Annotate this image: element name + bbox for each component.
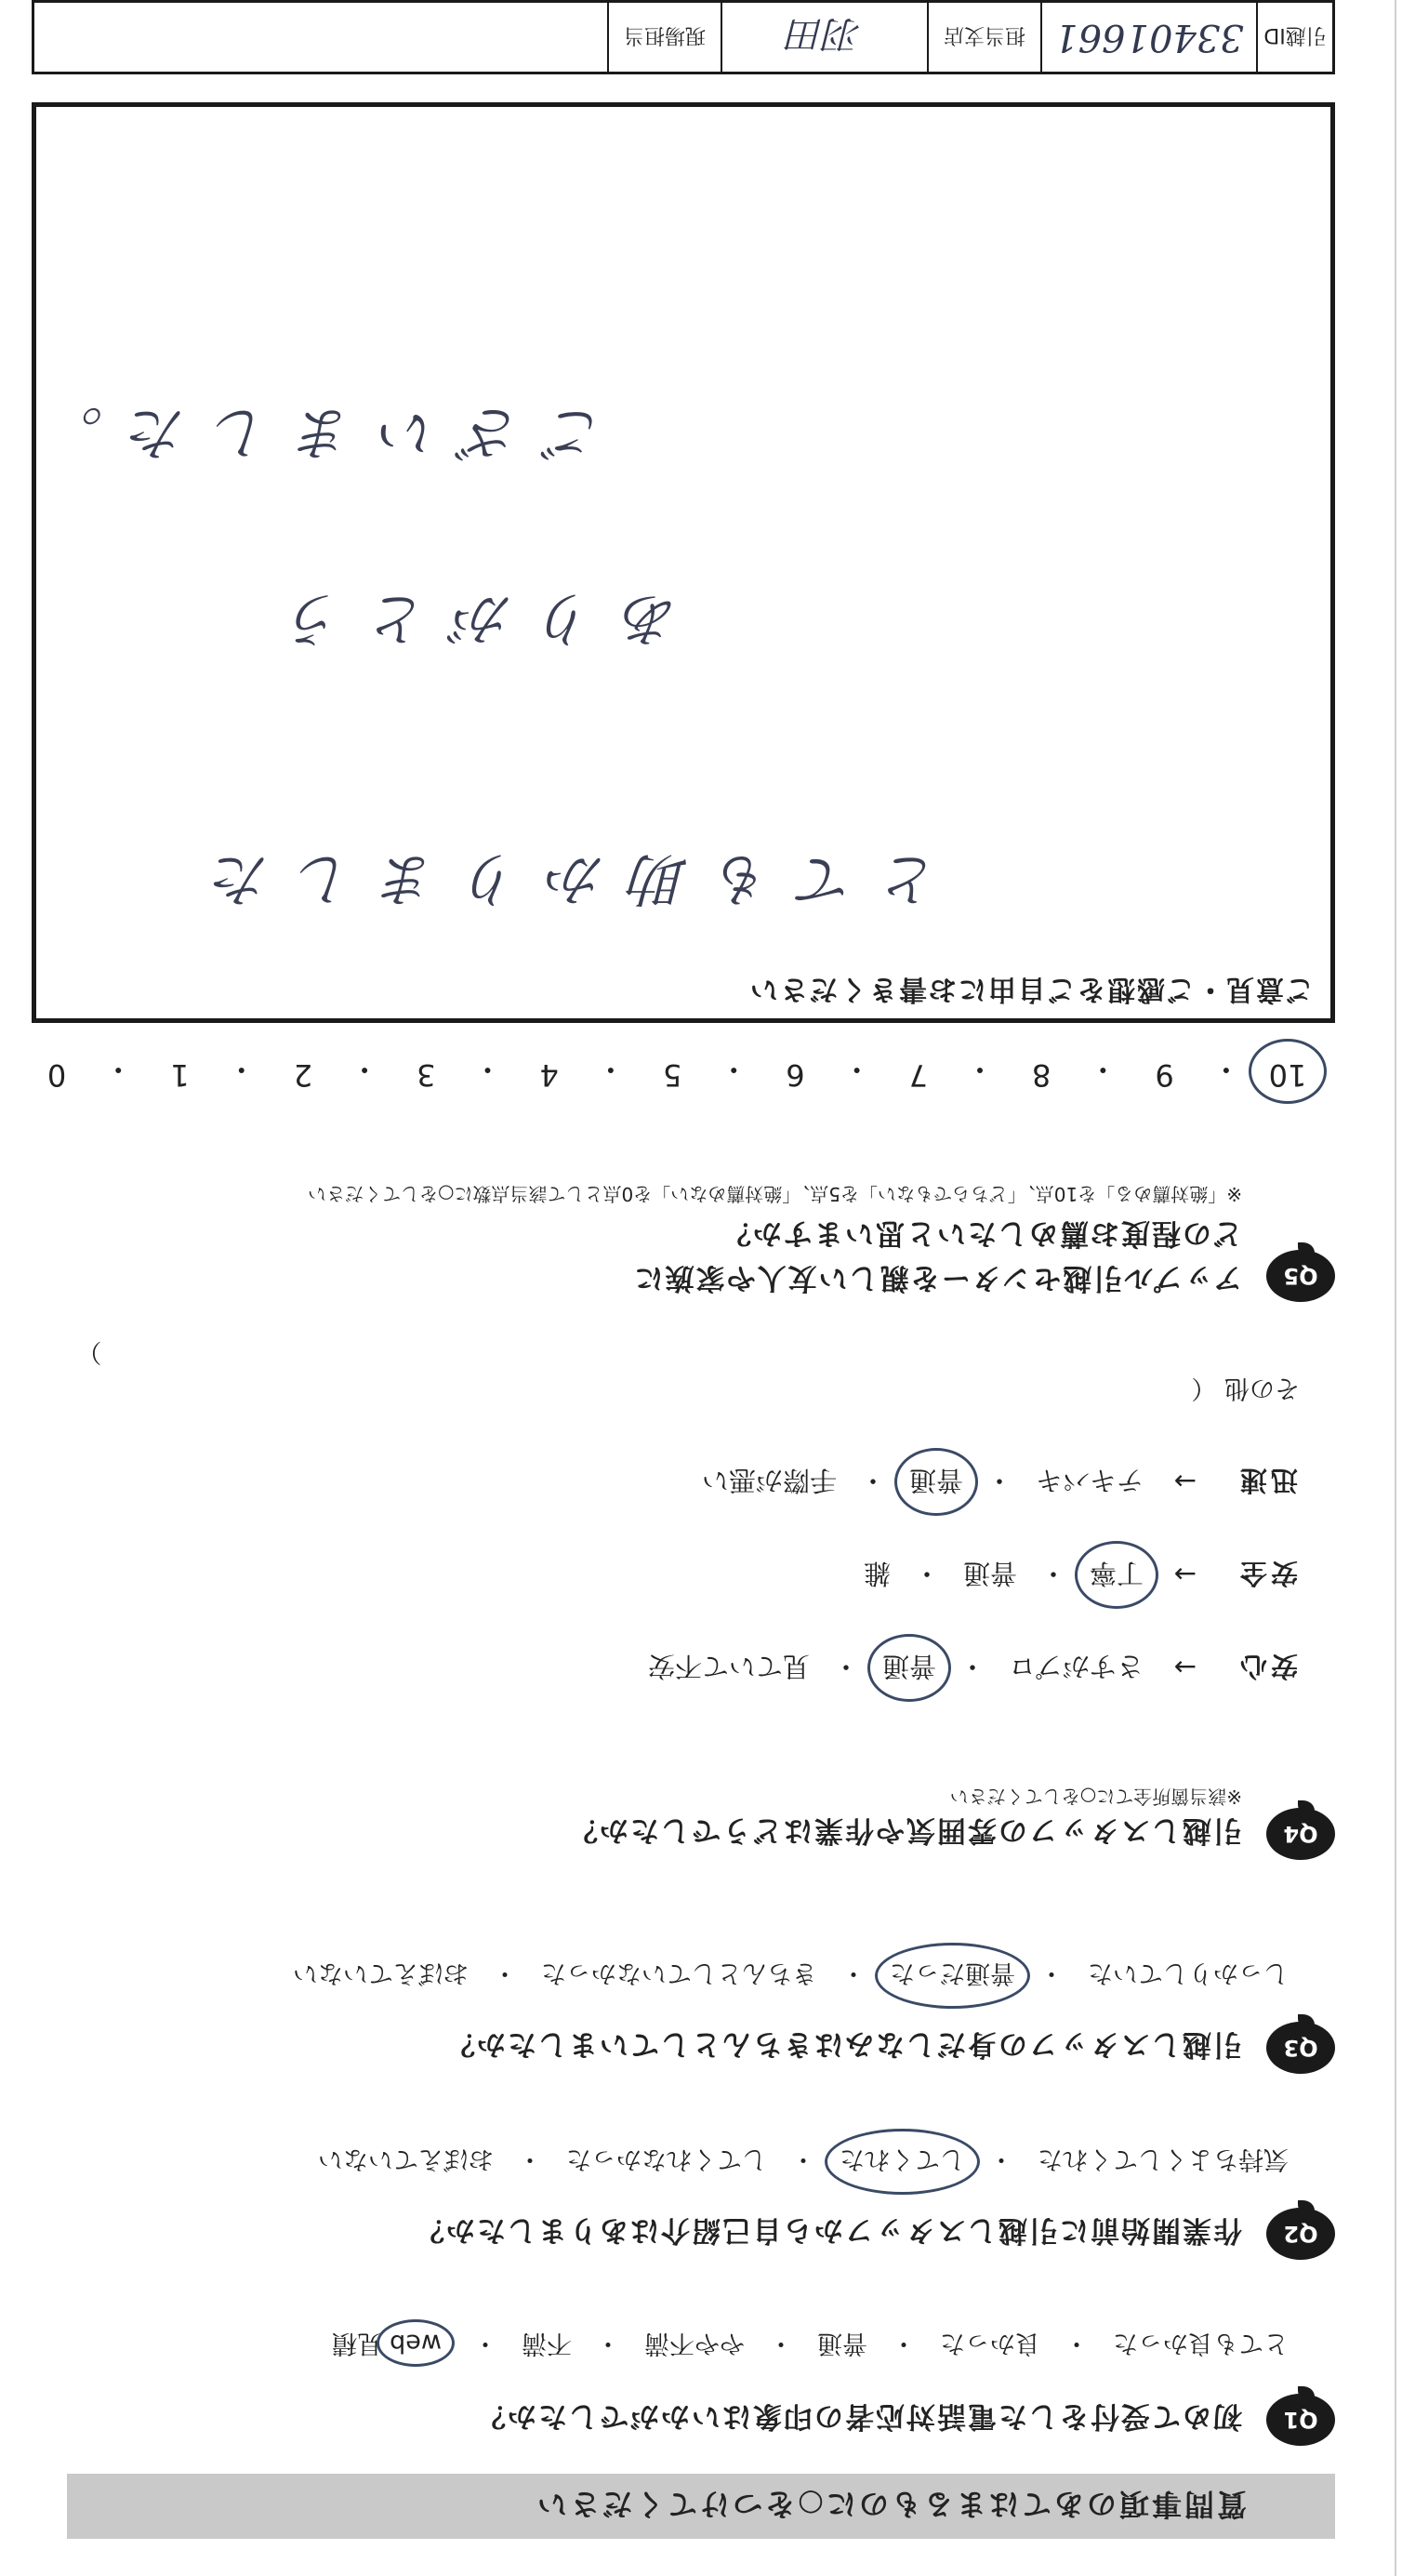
q4-option[interactable]: 雑	[863, 1558, 891, 1589]
arrow-icon: →	[1173, 1652, 1197, 1684]
q1-option[interactable]: とても良かった	[1113, 2329, 1289, 2357]
rating-option[interactable]: 4	[539, 1057, 559, 1093]
question-5	[33, 1116, 1335, 1302]
row-label: 安全	[1236, 1558, 1298, 1589]
rating-option[interactable]: 3	[417, 1057, 436, 1093]
comment-box[interactable]	[19, 102, 1335, 1023]
q3-badge: Q3	[1266, 2022, 1335, 2074]
comment-title: ご意見・ご感想をご自由にお書きください	[748, 973, 1314, 1005]
q4-text: 引越しスタッフの雰囲気や作業はどうでしたか？	[567, 1813, 1242, 1847]
q4-badge: Q4	[1266, 1808, 1335, 1860]
id-label: 引越ID	[1256, 3, 1332, 72]
q1-text: 初めて受付をした電話対応者の印象はいかがでしたか？	[475, 2399, 1242, 2433]
rating-option[interactable]: 9	[1155, 1057, 1174, 1093]
leader-value	[34, 3, 607, 72]
q4-row-jinsoku: 迅速 → テキパキ ・ 普通 ・ 手際が悪い	[693, 1457, 1298, 1507]
circle-mark: web	[382, 2329, 449, 2357]
q4-row-anshin: 安心 → さすがプロ ・ 普通 ・ 見ていて不安	[639, 1643, 1298, 1693]
q2-option-selected[interactable]: してくれた	[830, 2138, 974, 2185]
q1-option[interactable]: やや不満	[644, 2329, 745, 2357]
q5-rating-scale: 10 ・ 9 ・ 8 ・ 7 ・ 6 ・ 5 ・ 4 ・ 3 ・ 2 ・ 1 ・ 0	[31, 1050, 1314, 1093]
rating-option[interactable]: 2	[293, 1057, 313, 1093]
q5-note: ※「絶対薦める」を10点、「どちらでもない」を5点、「絶対薦めない」を0点として該当点数に○をしてください	[308, 1183, 1242, 1205]
q2-option[interactable]: 気持ちよくしてくれた	[1038, 2144, 1289, 2173]
id-value: 33401661	[1040, 3, 1256, 72]
arrow-icon: →	[1173, 1559, 1197, 1591]
office-label: 担当支店	[927, 3, 1040, 72]
row-label: 迅速	[1236, 1465, 1298, 1496]
q3-text: 引越しスタッフの身だしなみはきちんとしていましたか？	[444, 2027, 1242, 2061]
handwritten-line-3: ございました。	[19, 399, 605, 467]
rating-option[interactable]: 6	[786, 1057, 805, 1093]
q1-option-web[interactable]: web見積	[323, 2322, 458, 2370]
q4-option[interactable]: 普通	[962, 1558, 1017, 1589]
other-open-paren: （	[1191, 1374, 1217, 1402]
q3-option[interactable]: おぼえていない	[293, 1959, 469, 1987]
q1-option[interactable]: 良かった	[940, 2329, 1040, 2357]
rating-option[interactable]: 7	[908, 1057, 929, 1093]
rating-option[interactable]: 0	[46, 1057, 67, 1093]
q4-option[interactable]: 見ていて不安	[647, 1651, 810, 1682]
rating-option-selected[interactable]: 10	[1262, 1050, 1314, 1093]
q2-badge: Q2	[1266, 2208, 1335, 2260]
q5-text-line1: アップル引越センターを親しい友人や家族に	[632, 1261, 1242, 1295]
rating-option[interactable]: 8	[1032, 1057, 1052, 1093]
q3-option[interactable]: きちんとしていなかった	[541, 1959, 817, 1987]
question-1	[33, 2297, 1335, 2446]
staff-info-table	[32, 0, 1335, 74]
leader-label: 現場担当	[607, 3, 721, 72]
q1-badge: Q1	[1266, 2394, 1335, 2446]
q4-option-selected[interactable]: 普通	[873, 1643, 946, 1693]
section-header-text: 質問事項のあてはまるものに○をつけてください	[535, 2487, 1247, 2522]
scan-edge	[1395, 0, 1396, 2576]
q4-option[interactable]: テキパキ	[1035, 1465, 1144, 1496]
office-value: 羽田	[721, 3, 927, 72]
q4-row-anzen: 安全 → 丁寧 ・ 普通 ・ 雑	[854, 1550, 1298, 1600]
section-header	[67, 2474, 1335, 2539]
q5-badge: Q5	[1266, 1250, 1335, 1302]
handwritten-line-2: ありがとう	[260, 585, 680, 653]
q2-text: 作業開始前に引越しスタッフから自己紹介はありましたか？	[414, 2213, 1242, 2247]
q4-option-selected[interactable]: 普通	[900, 1457, 972, 1507]
q4-option[interactable]: さすがプロ	[1008, 1651, 1144, 1682]
q2-options: 気持ちよくしてくれた ・ してくれた ・ してくれなかった ・ おぼえていない	[309, 2138, 1298, 2185]
rating-option[interactable]: 1	[170, 1057, 190, 1093]
q4-note: ※該当箇所全てに○をしてください	[949, 1786, 1242, 1808]
q3-options: しっかりしていた ・ 普通だった ・ きちんとしていなかった ・ おぼえていない	[284, 1952, 1298, 1999]
q1-option[interactable]: 不満	[522, 2329, 572, 2357]
q3-option[interactable]: しっかりしていた	[1088, 1959, 1289, 1987]
arrow-icon: →	[1173, 1466, 1197, 1498]
other-label: その他	[1224, 1374, 1300, 1402]
other-close-paren: ）	[76, 1337, 102, 1366]
q5-text-line2: どの程度お薦めしたいと思いますか？	[721, 1216, 1242, 1250]
q1-options: とても良かった ・ 良かった ・ 普通 ・ やや不満 ・ 不満 ・ web見積	[323, 2322, 1298, 2370]
q2-option[interactable]: してくれなかった	[566, 2144, 767, 2173]
handwritten-line-1: とても助かりました	[186, 845, 940, 913]
q3-option-selected[interactable]: 普通だった	[880, 1952, 1025, 1999]
row-label: 安心	[1236, 1651, 1298, 1682]
q4-other	[0, 1336, 1300, 1409]
question-2	[33, 2111, 1335, 2260]
rating-option[interactable]: 5	[662, 1057, 682, 1093]
q2-option[interactable]: おぼえていない	[318, 2144, 494, 2173]
question-3	[33, 1925, 1335, 2074]
q1-option[interactable]: 普通	[817, 2329, 867, 2357]
q4-option-selected[interactable]: 丁寧	[1080, 1550, 1153, 1600]
q4-option[interactable]: 手際が悪い	[701, 1465, 837, 1496]
